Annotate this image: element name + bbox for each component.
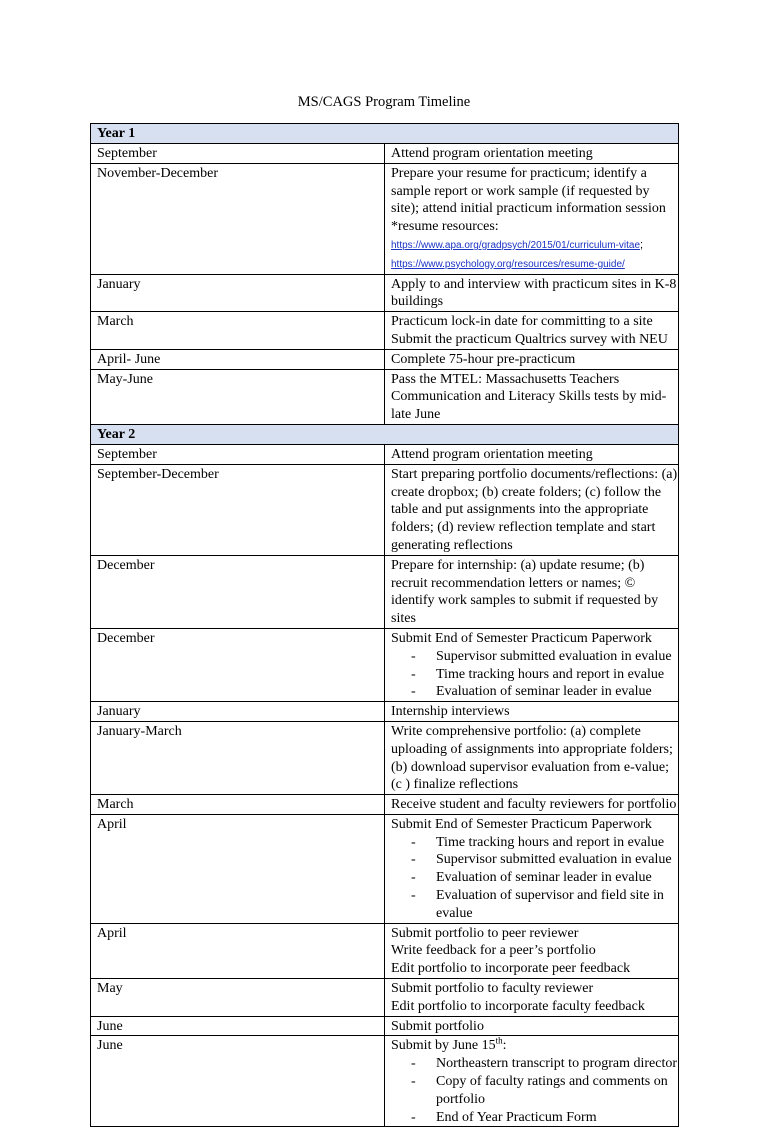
task-line: Submit portfolio	[391, 1018, 484, 1034]
task-line: Write comprehensive portfolio: (a) complete uploading of assignments into appropriate folders; (b) download supervisor evaluation from e-value; (c ) finalize reflections	[391, 723, 673, 793]
resume-resources-label: *resume resources:	[391, 219, 499, 235]
task-line: Submit portfolio to peer reviewer	[391, 925, 579, 941]
task-line: Write feedback for a peer’s portfolio	[391, 943, 596, 959]
bullet-text: Northeastern transcript to program director	[436, 1056, 678, 1072]
timeline-month: April	[91, 923, 385, 978]
psychology-resume-guide-link[interactable]: https://www.psychology.org/resources/resume-guide/	[391, 258, 625, 270]
timeline-month: January	[91, 274, 385, 312]
task-line: Submit portfolio to faculty reviewer	[391, 981, 594, 997]
bullet-text: Time tracking hours and report in evalue	[436, 666, 665, 682]
table-row	[91, 702, 679, 722]
bullet-item	[391, 869, 678, 887]
task-line: Pass the MTEL: Massachusetts Teachers Communication and Literacy Skills tests by mid-late June	[391, 371, 667, 423]
timeline-task	[385, 979, 679, 1017]
task-line: Apply to and interview with practicum sites in K-8 buildings	[391, 276, 677, 310]
timeline-month: March	[91, 312, 385, 350]
timeline-month: September	[91, 144, 385, 164]
year-1-label: Year 1	[91, 124, 679, 144]
task-line: Prepare for internship: (a) update resume; (b) recruit recommendation letters or names; © identify work samples to submit if requested by sites	[391, 557, 659, 627]
resume-guide-line	[391, 255, 678, 274]
table-row	[91, 628, 679, 701]
bullet-text: Supervisor submitted evaluation in evalue	[436, 852, 672, 868]
table-row	[91, 444, 679, 464]
table-row	[91, 144, 679, 164]
timeline-task	[385, 1016, 679, 1036]
deadline-text: Submit by June 15	[391, 1038, 496, 1054]
bullet-text: End of Year Practicum Form	[436, 1109, 597, 1125]
dash-marker: -	[411, 1056, 416, 1072]
timeline-task	[385, 312, 679, 350]
timeline-table	[90, 123, 679, 1127]
task-line: Receive student and faculty reviewers for portfolio	[391, 797, 677, 813]
timeline-task	[385, 163, 679, 274]
bullet-item	[391, 648, 678, 666]
timeline-month: November-December	[91, 163, 385, 274]
timeline-month: May	[91, 979, 385, 1017]
table-row	[91, 349, 679, 369]
timeline-task	[385, 555, 679, 628]
timeline-month: March	[91, 795, 385, 815]
table-row	[91, 721, 679, 794]
timeline-task	[385, 444, 679, 464]
timeline-task	[385, 923, 679, 978]
timeline-month: January-March	[91, 721, 385, 794]
table-row	[91, 163, 679, 274]
bullet-text: Copy of faculty ratings and comments on portfolio	[436, 1074, 668, 1107]
timeline-task	[385, 144, 679, 164]
task-line: Submit End of Semester Practicum Paperwork	[391, 630, 652, 646]
timeline-month: January	[91, 702, 385, 722]
timeline-task	[385, 274, 679, 312]
resume-resources-line	[391, 218, 678, 255]
table-row	[91, 312, 679, 350]
timeline-month: December	[91, 555, 385, 628]
timeline-task	[385, 702, 679, 722]
bullet-text: Time tracking hours and report in evalue	[436, 834, 665, 850]
task-line: Internship interviews	[391, 704, 510, 720]
bullet-item	[391, 1073, 678, 1109]
task-line: Practicum lock-in date for committing to a site	[391, 314, 653, 330]
table-row	[91, 979, 679, 1017]
timeline-task	[385, 721, 679, 794]
table-row	[91, 814, 679, 923]
link-separator: ;	[640, 238, 644, 251]
bullet-item	[391, 683, 678, 701]
colon: :	[502, 1038, 507, 1054]
page-title: MS/CAGS Program Timeline	[297, 94, 471, 110]
table-row	[91, 464, 679, 555]
task-line: Attend program orientation meeting	[391, 146, 593, 161]
year-2-label: Year 2	[91, 424, 679, 444]
bullet-text: Evaluation of seminar leader in evalue	[436, 684, 652, 700]
bullet-text: Evaluation of seminar leader in evalue	[436, 870, 652, 886]
timeline-task	[385, 349, 679, 369]
bullet-text: Supervisor submitted evaluation in evalue	[436, 648, 672, 664]
table-row	[91, 369, 679, 424]
task-line: Attend program orientation meeting	[391, 446, 593, 462]
table-row	[91, 1036, 679, 1127]
timeline-task	[385, 814, 679, 923]
bullet-text: Evaluation of supervisor and field site in evalue	[436, 888, 664, 921]
timeline-month: June	[91, 1016, 385, 1036]
timeline-month: May-June	[91, 369, 385, 424]
task-line: Start preparing portfolio documents/reflections: (a) create dropbox; (b) create folders; (c) follow the table and put assignments into the appropriate folders; (d) review reflection template and start generating reflections	[391, 466, 678, 553]
table-row	[91, 923, 679, 978]
timeline-task	[385, 464, 679, 555]
task-line: Prepare your resume for practicum; identify a sample report or work sample (if requested by site); attend initial practicum information session	[391, 165, 666, 217]
ordinal-suffix: th	[495, 1035, 503, 1046]
timeline-task	[385, 628, 679, 701]
table-row	[91, 1016, 679, 1036]
bullet-item	[391, 666, 678, 684]
timeline-month: September	[91, 444, 385, 464]
timeline-month: April	[91, 814, 385, 923]
timeline-month: December	[91, 628, 385, 701]
table-row	[91, 795, 679, 815]
timeline-month: June	[91, 1036, 385, 1127]
dash-marker: -	[411, 648, 416, 664]
table-row	[91, 555, 679, 628]
timeline-task	[385, 1036, 679, 1127]
dash-marker: -	[411, 852, 416, 868]
task-line: Submit the practicum Qualtrics survey with NEU	[391, 331, 668, 347]
table-row	[91, 274, 679, 312]
apa-cv-link[interactable]: https://www.apa.org/gradpsych/2015/01/curriculum-vitae	[391, 239, 641, 251]
task-line	[391, 1037, 678, 1055]
year-header-row	[91, 124, 679, 144]
dash-marker: -	[411, 1074, 416, 1090]
dash-marker: -	[411, 666, 416, 682]
task-line: Complete 75-hour pre-practicum	[391, 351, 576, 367]
dash-marker: -	[411, 1109, 416, 1125]
bullet-item	[391, 887, 678, 923]
task-line: Submit End of Semester Practicum Paperwork	[391, 816, 652, 832]
timeline-task	[385, 795, 679, 815]
timeline-task	[385, 369, 679, 424]
bullet-item	[391, 851, 678, 869]
task-line: Edit portfolio to incorporate peer feedback	[391, 961, 631, 977]
dash-marker: -	[411, 684, 416, 700]
dash-marker: -	[411, 888, 416, 904]
dash-marker: -	[411, 870, 416, 886]
task-line: Edit portfolio to incorporate faculty feedback	[391, 998, 645, 1014]
year-header-row	[91, 424, 679, 444]
timeline-month: September-December	[91, 464, 385, 555]
bullet-item	[391, 834, 678, 852]
bullet-item	[391, 1109, 678, 1127]
timeline-month: April- June	[91, 349, 385, 369]
dash-marker: -	[411, 834, 416, 850]
bullet-item	[391, 1055, 678, 1073]
